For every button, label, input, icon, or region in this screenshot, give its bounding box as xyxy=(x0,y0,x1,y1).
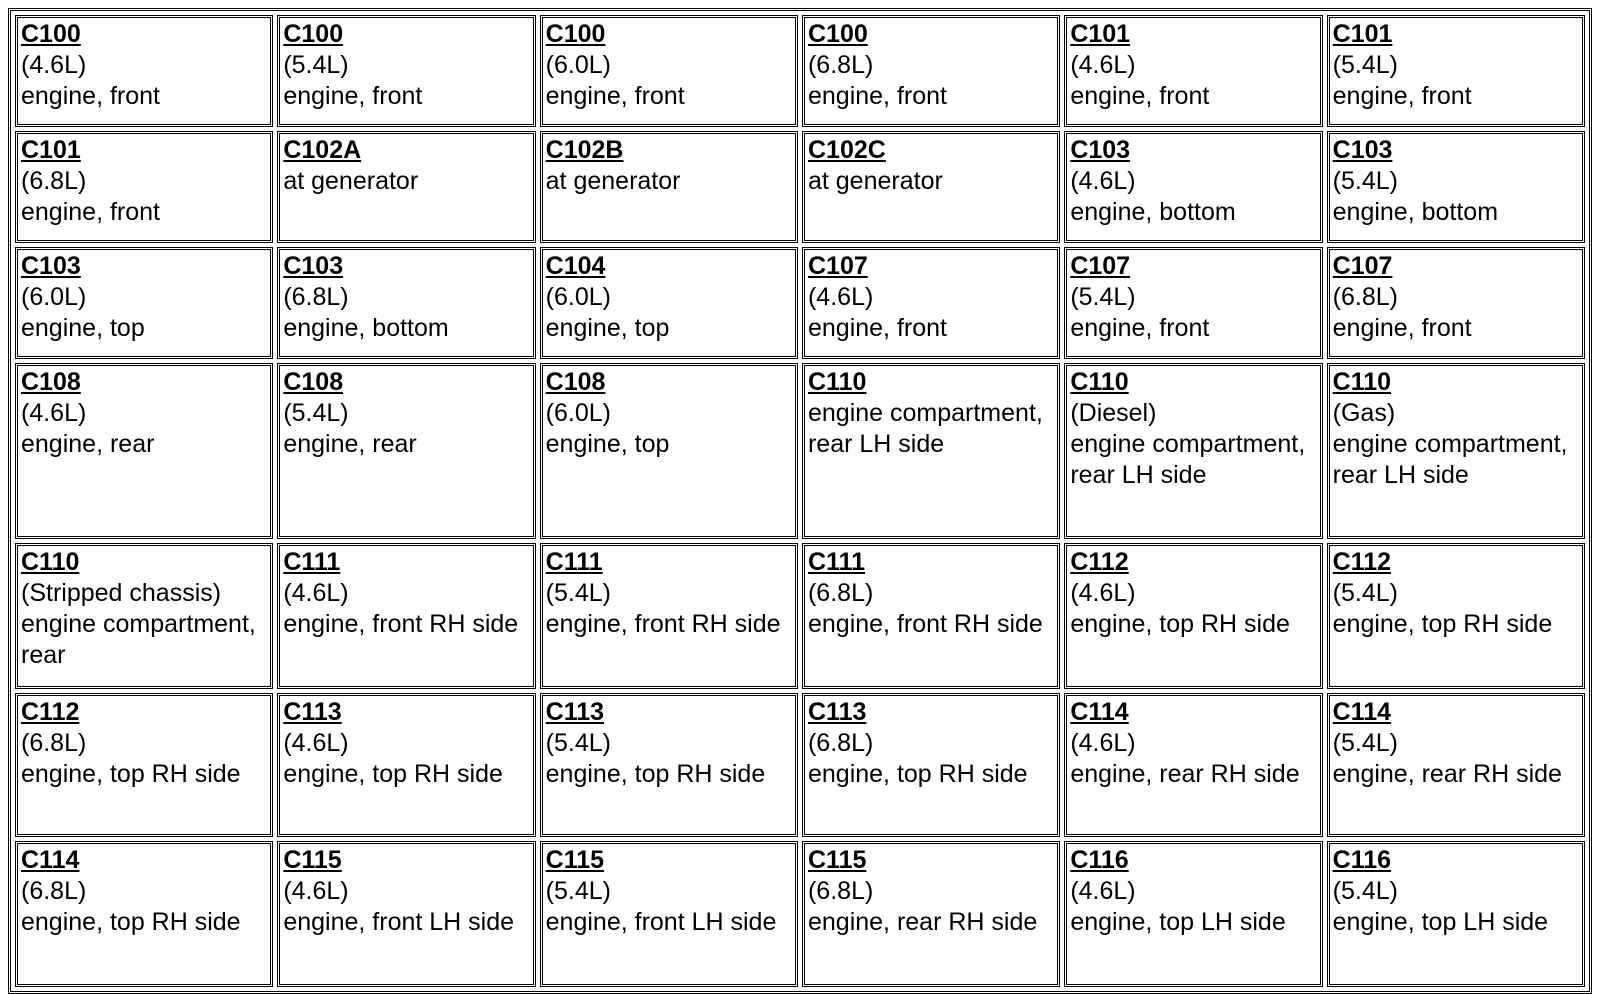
connector-cell xyxy=(1064,841,1322,987)
connector-id: C103 xyxy=(21,252,81,280)
connector-id: C115 xyxy=(283,846,342,874)
connector-id: C103 xyxy=(283,252,344,280)
connector-cell xyxy=(277,247,535,359)
connector-location: engine, front xyxy=(1070,82,1210,110)
connector-id: C113 xyxy=(283,698,342,726)
connector-cell xyxy=(802,247,1060,359)
connector-cell xyxy=(540,693,798,837)
connector-id: C102B xyxy=(545,136,624,164)
connector-cell xyxy=(802,693,1060,837)
connector-variant: (5.4L) xyxy=(1332,579,1398,607)
connector-location: engine, rear xyxy=(21,430,155,458)
connector-cell xyxy=(802,543,1060,689)
connector-variant: (4.6L) xyxy=(1070,51,1136,79)
connector-id: C111 xyxy=(807,548,865,576)
connector-cell xyxy=(1327,363,1585,539)
connector-id: C108 xyxy=(283,368,344,396)
connector-location: engine, front xyxy=(1070,314,1210,342)
connector-location: engine, front xyxy=(21,82,160,110)
table-row xyxy=(15,693,1585,837)
connector-cell xyxy=(277,693,535,837)
connector-cell xyxy=(540,543,798,689)
connector-id: C112 xyxy=(1070,548,1129,576)
connector-cell xyxy=(802,841,1060,987)
connector-id: C110 xyxy=(807,368,867,396)
connector-id: C102A xyxy=(283,136,362,164)
connector-cell xyxy=(1064,363,1322,539)
connector-id: C100 xyxy=(545,20,606,48)
connector-location: engine, front xyxy=(545,82,685,110)
connector-cell xyxy=(1327,841,1585,987)
connector-variant: (6.0L) xyxy=(545,283,611,311)
connector-cell xyxy=(1327,247,1585,359)
connector-cell xyxy=(802,15,1060,127)
connector-variant: (5.4L) xyxy=(545,579,611,607)
connector-cell xyxy=(277,131,535,243)
connector-cell xyxy=(802,131,1060,243)
connector-id: C116 xyxy=(1332,846,1392,874)
connector-id: C101 xyxy=(1070,20,1131,48)
connector-location: engine, top RH side xyxy=(1332,610,1553,638)
table-row xyxy=(15,15,1585,127)
connector-cell xyxy=(1327,693,1585,837)
connector-cell xyxy=(15,363,273,539)
connector-id: C114 xyxy=(1070,698,1129,726)
connector-cell xyxy=(15,543,273,689)
connector-id: C101 xyxy=(21,136,81,164)
connector-id: C100 xyxy=(283,20,344,48)
connector-id: C104 xyxy=(545,252,606,280)
connector-location: engine, top RH side xyxy=(807,760,1028,788)
connector-cell xyxy=(15,131,273,243)
connector-location: engine compartment, rear LH side xyxy=(1070,430,1306,489)
connector-cell xyxy=(15,15,273,127)
connector-variant: (4.6L) xyxy=(1070,729,1136,757)
connector-cell xyxy=(540,131,798,243)
connector-id: C112 xyxy=(21,698,80,726)
connector-variant: (4.6L) xyxy=(21,51,87,79)
connector-cell xyxy=(540,15,798,127)
connector-location: engine, front LH side xyxy=(283,908,515,936)
table-row xyxy=(15,131,1585,243)
connector-variant: (6.0L) xyxy=(21,283,87,311)
connector-cell xyxy=(1327,131,1585,243)
table-row xyxy=(15,841,1585,987)
connector-location-table xyxy=(8,8,1592,994)
connector-variant: (6.8L) xyxy=(807,877,874,905)
connector-location: engine, front xyxy=(283,82,423,110)
connector-variant: (6.8L) xyxy=(21,877,87,905)
connector-cell xyxy=(1064,131,1322,243)
connector-id: C110 xyxy=(1332,368,1392,396)
connector-id: C107 xyxy=(807,252,868,280)
connector-location: engine, top LH side xyxy=(1332,908,1549,936)
connector-location: engine, top xyxy=(545,314,670,342)
connector-location: engine, bottom xyxy=(1332,198,1499,226)
connector-location: engine, top RH side xyxy=(283,760,503,788)
connector-cell xyxy=(15,693,273,837)
connector-id: C102C xyxy=(807,136,886,164)
connector-location: engine, top RH side xyxy=(21,908,241,936)
connector-location: engine, bottom xyxy=(283,314,449,342)
connector-location: engine, front xyxy=(807,314,947,342)
connector-id: C111 xyxy=(545,548,603,576)
connector-cell xyxy=(540,247,798,359)
connector-location: engine compartment, rear LH side xyxy=(1332,430,1568,489)
connector-id: C110 xyxy=(1070,368,1129,396)
connector-cell xyxy=(1064,15,1322,127)
connector-location: engine, front LH side xyxy=(545,908,777,936)
connector-location: engine, front xyxy=(1332,82,1472,110)
connector-id: C110 xyxy=(21,548,80,576)
connector-id: C115 xyxy=(807,846,867,874)
connector-variant: (5.4L) xyxy=(1332,167,1398,195)
connector-variant: (5.4L) xyxy=(1332,729,1398,757)
connector-id: C114 xyxy=(1332,698,1392,726)
table-row xyxy=(15,247,1585,359)
connector-variant: (4.6L) xyxy=(807,283,874,311)
connector-id: C107 xyxy=(1332,252,1393,280)
connector-id: C100 xyxy=(807,20,868,48)
connector-location: at generator xyxy=(545,167,681,195)
connector-cell xyxy=(1064,693,1322,837)
connector-variant: (5.4L) xyxy=(283,51,349,79)
connector-variant: (4.6L) xyxy=(283,877,349,905)
connector-id: C103 xyxy=(1332,136,1393,164)
connector-id: C116 xyxy=(1070,846,1129,874)
connector-variant: (4.6L) xyxy=(283,579,349,607)
connector-cell xyxy=(277,543,535,689)
connector-variant: (4.6L) xyxy=(1070,167,1136,195)
connector-location: engine, rear RH side xyxy=(1070,760,1300,788)
connector-location: engine, rear RH side xyxy=(1332,760,1562,788)
connector-variant: (4.6L) xyxy=(1070,579,1136,607)
connector-variant: (6.8L) xyxy=(807,579,874,607)
connector-location: at generator xyxy=(283,167,419,195)
connector-location: at generator xyxy=(807,167,943,195)
table-row xyxy=(15,543,1585,689)
connector-variant: (6.0L) xyxy=(545,399,611,427)
connector-location: engine, top RH side xyxy=(21,760,241,788)
connector-id: C107 xyxy=(1070,252,1131,280)
connector-variant: (6.8L) xyxy=(21,729,87,757)
table-row xyxy=(15,363,1585,539)
connector-variant: (Diesel) xyxy=(1070,399,1157,427)
connector-variant: (5.4L) xyxy=(1070,283,1136,311)
connector-variant: (Stripped chassis) xyxy=(21,579,222,607)
connector-variant: (5.4L) xyxy=(283,399,349,427)
connector-location: engine, rear xyxy=(283,430,417,458)
connector-cell xyxy=(277,15,535,127)
connector-variant: (6.8L) xyxy=(21,167,87,195)
connector-cell xyxy=(1327,15,1585,127)
connector-id: C100 xyxy=(21,20,81,48)
connector-cell xyxy=(1064,543,1322,689)
connector-id: C101 xyxy=(1332,20,1393,48)
connector-location: engine, front xyxy=(21,198,160,226)
connector-location: engine, bottom xyxy=(1070,198,1236,226)
connector-id: C115 xyxy=(545,846,605,874)
connector-variant: (4.6L) xyxy=(283,729,349,757)
connector-cell xyxy=(540,363,798,539)
connector-cell xyxy=(1064,247,1322,359)
connector-variant: (4.6L) xyxy=(21,399,87,427)
connector-location: engine, top RH side xyxy=(545,760,766,788)
connector-location: engine, front RH side xyxy=(283,610,519,638)
connector-variant: (6.8L) xyxy=(283,283,349,311)
connector-location: engine compartment, rear LH side xyxy=(807,399,1043,458)
connector-variant: (5.4L) xyxy=(545,729,611,757)
connector-id: C114 xyxy=(21,846,80,874)
connector-id: C113 xyxy=(545,698,605,726)
connector-variant: (6.8L) xyxy=(807,51,874,79)
connector-id: C112 xyxy=(1332,548,1392,576)
connector-location: engine, top RH side xyxy=(1070,610,1290,638)
connector-location: engine, top LH side xyxy=(1070,908,1286,936)
connector-variant: (6.0L) xyxy=(545,51,611,79)
connector-location: engine, front RH side xyxy=(807,610,1043,638)
connector-variant: (6.8L) xyxy=(807,729,874,757)
connector-location: engine, rear RH side xyxy=(807,908,1038,936)
connector-variant: (5.4L) xyxy=(1332,51,1398,79)
connector-id: C103 xyxy=(1070,136,1131,164)
connector-cell xyxy=(540,841,798,987)
connector-id: C111 xyxy=(283,548,341,576)
connector-variant: (5.4L) xyxy=(1332,877,1398,905)
connector-location: engine, top xyxy=(21,314,145,342)
connector-cell xyxy=(277,363,535,539)
connector-location: engine, front xyxy=(1332,314,1472,342)
connector-cell xyxy=(277,841,535,987)
connector-cell xyxy=(802,363,1060,539)
connector-id: C113 xyxy=(807,698,867,726)
connector-variant: (6.8L) xyxy=(1332,283,1398,311)
connector-location: engine, top xyxy=(545,430,670,458)
connector-location: engine, front RH side xyxy=(545,610,781,638)
connector-variant: (4.6L) xyxy=(1070,877,1136,905)
connector-cell xyxy=(1327,543,1585,689)
connector-id: C108 xyxy=(545,368,606,396)
connector-location: engine, front xyxy=(807,82,947,110)
connector-cell xyxy=(15,841,273,987)
connector-variant: (5.4L) xyxy=(545,877,611,905)
connector-location: engine compartment, rear xyxy=(21,610,256,669)
connector-id: C108 xyxy=(21,368,81,396)
connector-variant: (Gas) xyxy=(1332,399,1396,427)
connector-cell xyxy=(15,247,273,359)
